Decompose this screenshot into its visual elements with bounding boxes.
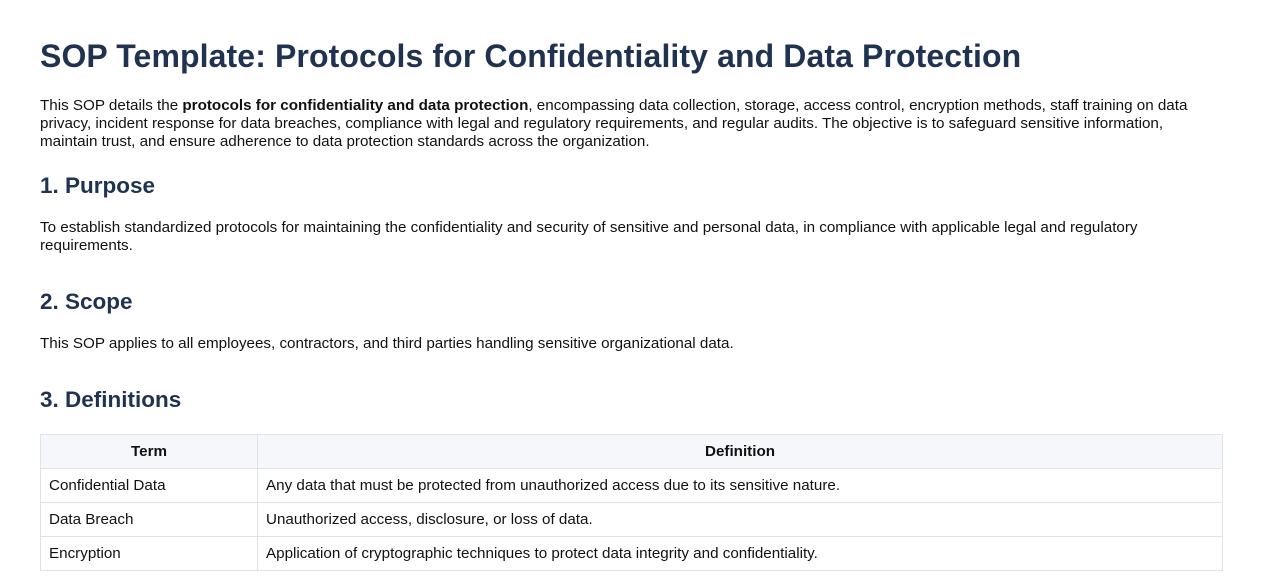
term-cell: Encryption (41, 537, 258, 571)
table-row (41, 469, 1223, 503)
definition-cell: Any data that must be protected from unauthorized access due to its sensitive nature. (258, 469, 1223, 503)
term-cell: Data Breach (41, 503, 258, 537)
definition-cell: Unauthorized access, disclosure, or loss of data. (258, 503, 1223, 537)
table-row (41, 503, 1223, 537)
table-row (41, 537, 1223, 571)
intro-paragraph (40, 97, 1223, 151)
purpose-text: To establish standardized protocols for maintaining the confidentiality and security of sensitive and personal data, in compliance with applicable legal and regulatory requirements. (40, 219, 1138, 254)
definitions-heading: 3. Definitions (40, 387, 182, 412)
intro-bold: protocols for confidentiality and data protection (182, 97, 529, 114)
intro-rest: , encompassing data collection, storage, access control, encryption methods, staff training on data privacy, incident response for data breaches, compliance with legal and regulatory requirements, and regular audits. The objective is to safeguard sensitive information, maintain trust, and ensure adherence to data protection standards across the organization. (40, 97, 1188, 150)
scope-text: This SOP applies to all employees, contractors, and third parties handling sensitive organizational data. (40, 335, 734, 352)
column-header-definition: Definition (258, 435, 1223, 469)
table-header-row (41, 435, 1223, 469)
definitions-table (40, 434, 1223, 571)
document-title: SOP Template: Protocols for Confidentiality and Data Protection (40, 38, 1022, 74)
term-cell: Confidential Data (41, 469, 258, 503)
scope-heading: 2. Scope (40, 289, 133, 314)
column-header-term: Term (41, 435, 258, 469)
intro-lead: This SOP details the (40, 97, 183, 114)
definition-cell: Application of cryptographic techniques to protect data integrity and confidentiality. (258, 537, 1223, 571)
purpose-heading: 1. Purpose (40, 173, 156, 198)
